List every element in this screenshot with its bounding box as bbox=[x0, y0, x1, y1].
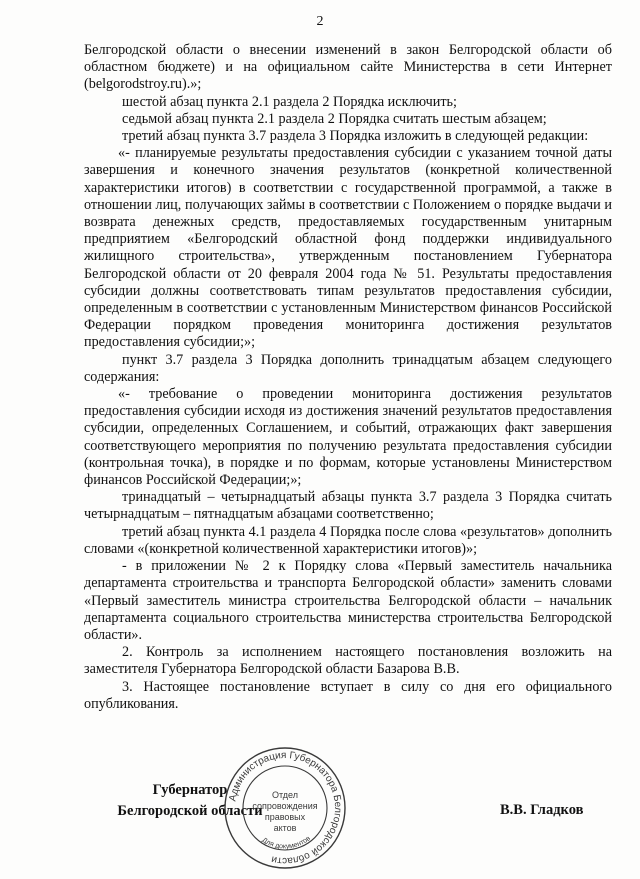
paragraph: Белгородской области о внесении изменений в закон Белгородской области об областном бюджете) и на официальном сайте Министерства в сети Интернет (belgorodstroy.ru).»; bbox=[84, 42, 612, 93]
official-stamp bbox=[222, 745, 348, 871]
signature-position-line1: Губернатор bbox=[152, 782, 228, 798]
stamp-center-line: правовых bbox=[264, 812, 306, 822]
paragraph: шестой абзац пункта 2.1 раздела 2 Порядка исключить; bbox=[122, 93, 457, 110]
stamp-center-line: сопровождения bbox=[252, 801, 318, 811]
paragraph: «- требование о проведении мониторинга достижения результатов предоставления субсидии исходя из достижения значений результатов предоставления субсидии, определенных Соглашением, и событий, отражающих факт завершения соответствующего мероприятия по получению результата предоставления субсидии (контрольная точка), в порядке и по формам, которые установлены Министерством финансов Российской Федерации;»; bbox=[84, 386, 612, 489]
stamp-seal bbox=[222, 745, 348, 871]
signature-position-line2: Белгородской области bbox=[117, 803, 263, 819]
signatory-name: В.В. Гладков bbox=[500, 802, 584, 818]
paragraph: третий абзац пункта 4.1 раздела 4 Порядка после слова «результатов» дополнить словами «(конкретной количественной характеристики итогов)»; bbox=[84, 523, 612, 557]
stamp-center-line: актов bbox=[273, 823, 297, 833]
document-body bbox=[84, 42, 612, 713]
stamp-ring-text: Администрация Губернатора Белгородской области bbox=[227, 749, 344, 867]
page-number: 2 bbox=[316, 14, 324, 29]
paragraph: «- планируемые результаты предоставления субсидии с указанием точной даты завершения и конечного значения результатов (конкретной количественной характеристики итогов) в соответствии с государственной программой, а также в отношении лиц, получающих займы в соответствии с Положением о порядке выдачи и возврата денежных средств, предоставляемых государственным унитарным предприятием «Белгородский областной фонд поддержки индивидуального жилищного строительства», утвержденным постановлением Губернатора Белгородской области от 20 февраля 2004 года № 51. Результаты предоставления субсидии должны соответствовать типам результатов предоставления субсидии, определенным в соответствии с установленным Министерством финансов Российской Федерации порядком проведения мониторинга достижения результатов предоставления субсидии;»; bbox=[84, 145, 612, 351]
paragraph: тринадцатый – четырнадцатый абзацы пункта 3.7 раздела 3 Порядка считать четырнадцатым – пятнадцатым абзацами соответственно; bbox=[84, 489, 612, 523]
paragraph: 3. Настоящее постановление вступает в силу со дня его официального опубликования. bbox=[84, 678, 612, 712]
svg-text:Для документов bbox=[261, 835, 313, 850]
paragraph: седьмой абзац пункта 2.1 раздела 2 Порядка считать шестым абзацем; bbox=[122, 110, 547, 127]
paragraph: пункт 3.7 раздела 3 Порядка дополнить тринадцатым абзацем следующего содержания: bbox=[84, 351, 612, 385]
stamp-center-line: Отдел bbox=[271, 790, 299, 800]
paragraph: - в приложении № 2 к Порядку слова «Первый заместитель начальника департамента строительства и транспорта Белгородской области» заменить словами «Первый заместитель министра строительства Белгородской области – начальник департамента социального строительства министерства строительства Белгородской области». bbox=[84, 558, 612, 643]
paragraph: третий абзац пункта 3.7 раздела 3 Порядка изложить в следующей редакции: bbox=[122, 128, 589, 145]
stamp-bottom-text: Для документов bbox=[260, 835, 312, 851]
paragraph: 2. Контроль за исполнением настоящего постановления возложить на заместителя Губернатора Белгородской области Базарова В.В. bbox=[84, 644, 612, 678]
